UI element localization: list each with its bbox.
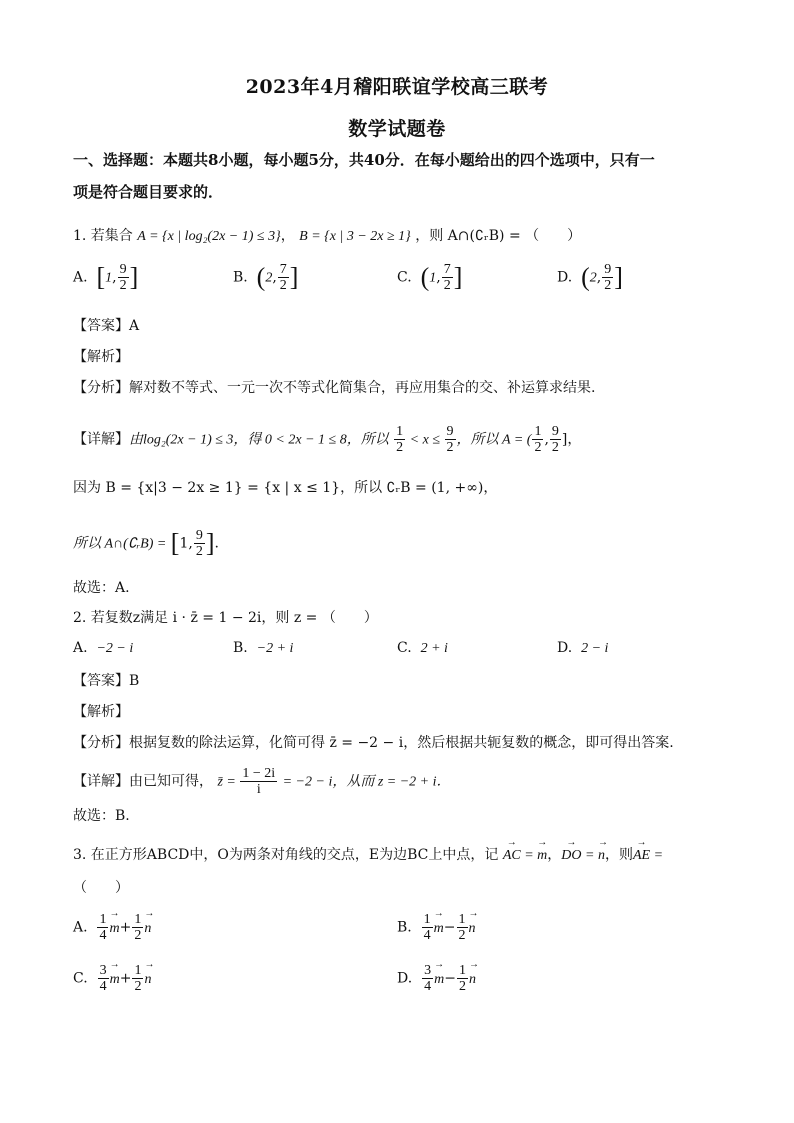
- q2-choose: 故选：B.: [73, 808, 130, 824]
- q1-set-b: B = {x | 3 − 2x ≥ 1}: [299, 229, 411, 244]
- q3-option-c: C. $\frac{3}{4}$ → m+ $\frac{1}{2}$ → n: [73, 963, 151, 994]
- exam-subtitle: 数学试题卷: [348, 118, 446, 140]
- q3-option-b: B. $\frac{1}{4}$ → m− $\frac{1}{2}$ → n: [397, 912, 476, 943]
- q2-detail: 【详解】由已知可得， z̄ = $\frac{1 - 2i}{i}$ = −2 − i，从而 z = −2 + i．: [73, 766, 451, 797]
- q1-set-a: A = {x | log₂(2x − 1) ≤ 3}: [137, 229, 281, 244]
- q2-fenxi: 【分析】根据复数的除法运算，化简可得 z̄ = −2 − i，然后根据共轭复数的概念，即可得出答案.: [73, 735, 674, 751]
- section-heading-line1: 一、选择题：本题共8小题，每小题5分，共40分．在每小题给出的四个选项中，只有一: [73, 151, 655, 169]
- q3-paren: （ ）: [73, 880, 129, 896]
- q1-detail-3: 所以 A∩(∁ᵣB) = [1, $\frac{9}{2}$ ].: [73, 528, 219, 559]
- q1-analysis-tag: 【解析】: [73, 349, 129, 365]
- exam-title: 2023年4月稽阳联谊学校高三联考: [245, 76, 549, 98]
- q3-stem: 3. 在正方形ABCD中，O为两条对角线的交点，E为边BC上中点，记 → AC = → m，→ DO = → n，则→ AE =: [73, 845, 663, 866]
- q1-ask: ，则 A∩(∁ᵣB) = （ ）: [415, 228, 582, 244]
- q2-option-c: C. 2 + i: [397, 640, 448, 656]
- q1-detail-1: 【详解】由log₂(2x − 1) ≤ 3，得 0 < 2x − 1 ≤ 8，所以 $\frac{1}{2}$ < x ≤ $\frac{9}{2}$ ，所以 A = ( $\frac{1}{2}$ , $\frac{9}{2}$ ]，: [73, 424, 582, 455]
- q1-fenxi: 【分析】解对数不等式、一元一次不等式化简集合，再应用集合的交、补运算求结果.: [73, 380, 596, 396]
- q1-number: 1. 若集合: [73, 228, 133, 244]
- q1-answer: 【答案】A: [73, 318, 140, 334]
- q2-option-b: B. −2 + i: [233, 640, 294, 656]
- q1-stem: 1. 若集合 A = {x | log₂(2x − 1) ≤ 3}， B = {x | 3 − 2x ≥ 1} ，则 A∩(∁ᵣB) = （ ）: [73, 228, 582, 244]
- q2-stem: 2. 若复数z满足 i · z̄ = 1 − 2i，则 z = （ ）: [73, 610, 378, 626]
- q2-option-d: D. 2 − i: [557, 640, 609, 656]
- q1-detail-2: 因为 B = {x|3 − 2x ≥ 1} = {x | x ≤ 1}，所以 ∁ᵣB = (1, +∞)，: [73, 480, 498, 496]
- q2-analysis-tag: 【解析】: [73, 704, 129, 720]
- q1-option-a: A. [1, $\frac{9}{2}$ ]: [73, 262, 139, 293]
- q1-option-d: D. (2, $\frac{9}{2}$ ]: [557, 262, 623, 293]
- q2-option-a: A. −2 − i: [73, 640, 134, 656]
- q3-option-d: D. $\frac{3}{4}$ → m− $\frac{1}{2}$ → n: [397, 963, 476, 994]
- q2-answer: 【答案】B: [73, 673, 140, 689]
- q3-option-a: A. $\frac{1}{4}$ → m+ $\frac{1}{2}$ → n: [73, 912, 151, 943]
- section-heading-line2: 项是符合题目要求的．: [73, 183, 224, 201]
- q1-option-b: B. (2, $\frac{7}{2}$ ]: [233, 262, 299, 293]
- q1-option-c: C. (1, $\frac{7}{2}$ ]: [397, 262, 463, 293]
- q1-choose: 故选：A.: [73, 580, 130, 596]
